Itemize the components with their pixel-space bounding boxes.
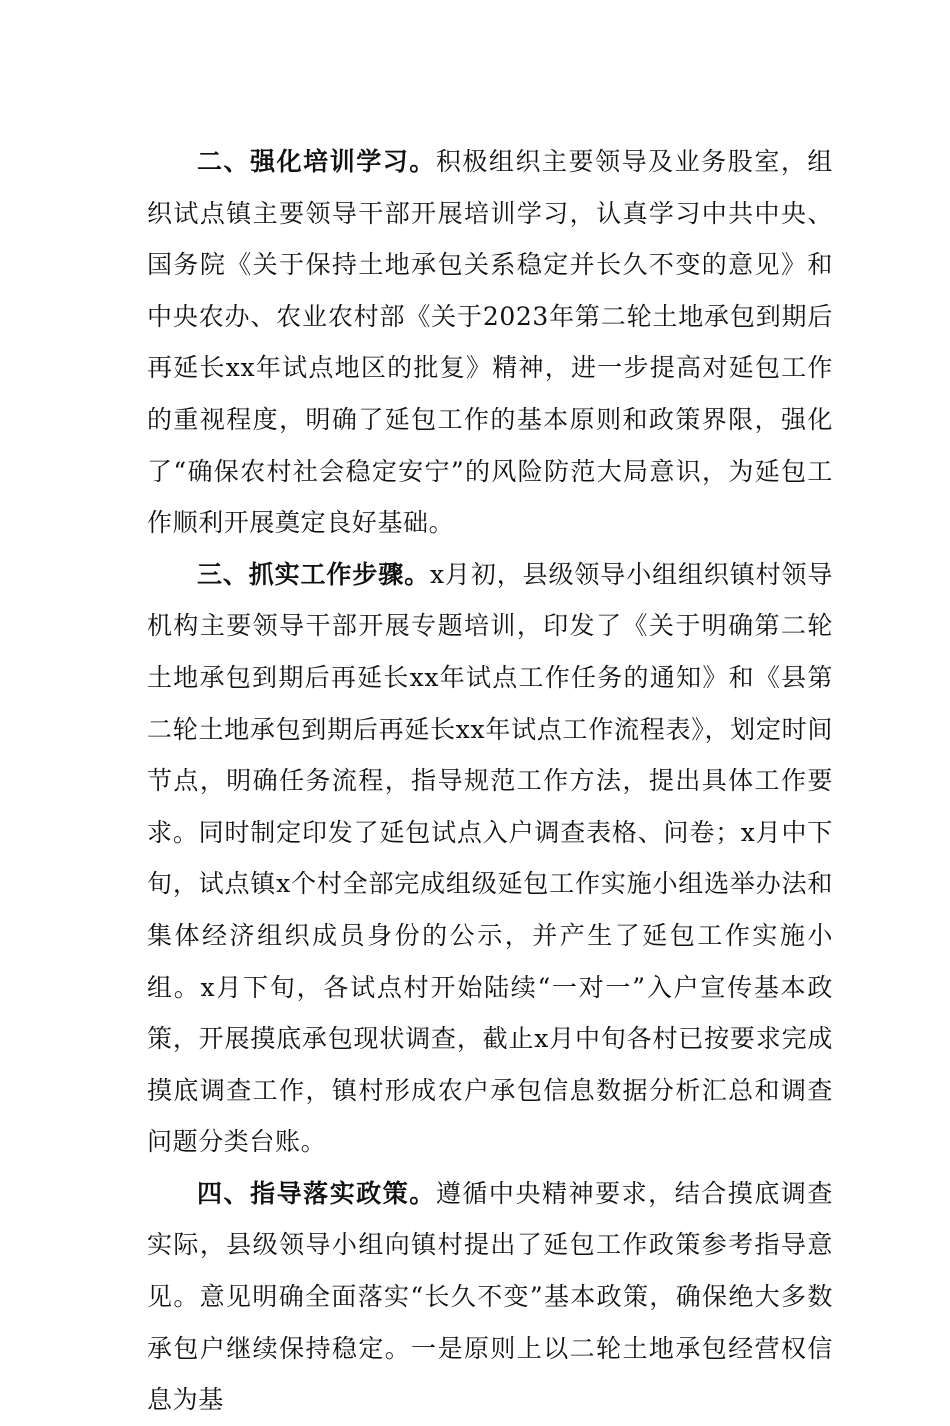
paragraph-text: 积极组织主要领导及业务股室，组织试点镇主要领导干部开展培训学习，认真学习中共中央、国务院《关于保持土地承包关系稳定并长久不变的意见》和中央农办、农业农村部《关于2023年第二轮土地承包到期后再延长xx年试点地区的批复》精神，进一步提高对延包工作的重视程度，明确了延包工作的基本原则和政策界限，强化了“确保农村社会稳定安宁”的风险防范大局意识，为延包工作顺利开展奠定良好基础。: [147, 147, 833, 538]
paragraph-text: 遵循中央精神要求，结合摸底调查实际，县级领导小组向镇村提出了延包工作政策参考指导意见。意见明确全面落实“长久不变”基本政策，确保绝大多数承包户继续保持稳定。一是原则上以二轮土地承包经营权信息为基: [147, 1178, 833, 1415]
paragraph-heading: 三、抓实工作步骤。: [197, 559, 430, 589]
document-body: [147, 136, 833, 1426]
paragraph-heading: 二、强化培训学习。: [197, 147, 436, 176]
paragraph-training: [147, 136, 833, 549]
paragraph-policy: [147, 1168, 833, 1426]
paragraph-heading: 四、指导落实政策。: [197, 1178, 436, 1208]
paragraph-steps: [147, 549, 833, 1168]
paragraph-text: x月初，县级领导小组组织镇村领导机构主要领导干部开展专题培训，印发了《关于明确第二轮土地承包到期后再延长xx年试点工作任务的通知》和《县第二轮土地承包到期后再延长xx年试点工作流程表》，划定时间节点，明确任务流程，指导规范工作方法，提出具体工作要求。同时制定印发了延包试点入户调查表格、问卷；x月中下旬，试点镇x个村全部完成组级延包工作实施小组选举办法和集体经济组织成员身份的公示，并产生了延包工作实施小组。x月下旬，各试点村开始陆续“一对一”入户宣传基本政策，开展摸底承包现状调查，截止x月中旬各村已按要求完成摸底调查工作，镇村形成农户承包信息数据分析汇总和调查问题分类台账。: [147, 559, 834, 1157]
